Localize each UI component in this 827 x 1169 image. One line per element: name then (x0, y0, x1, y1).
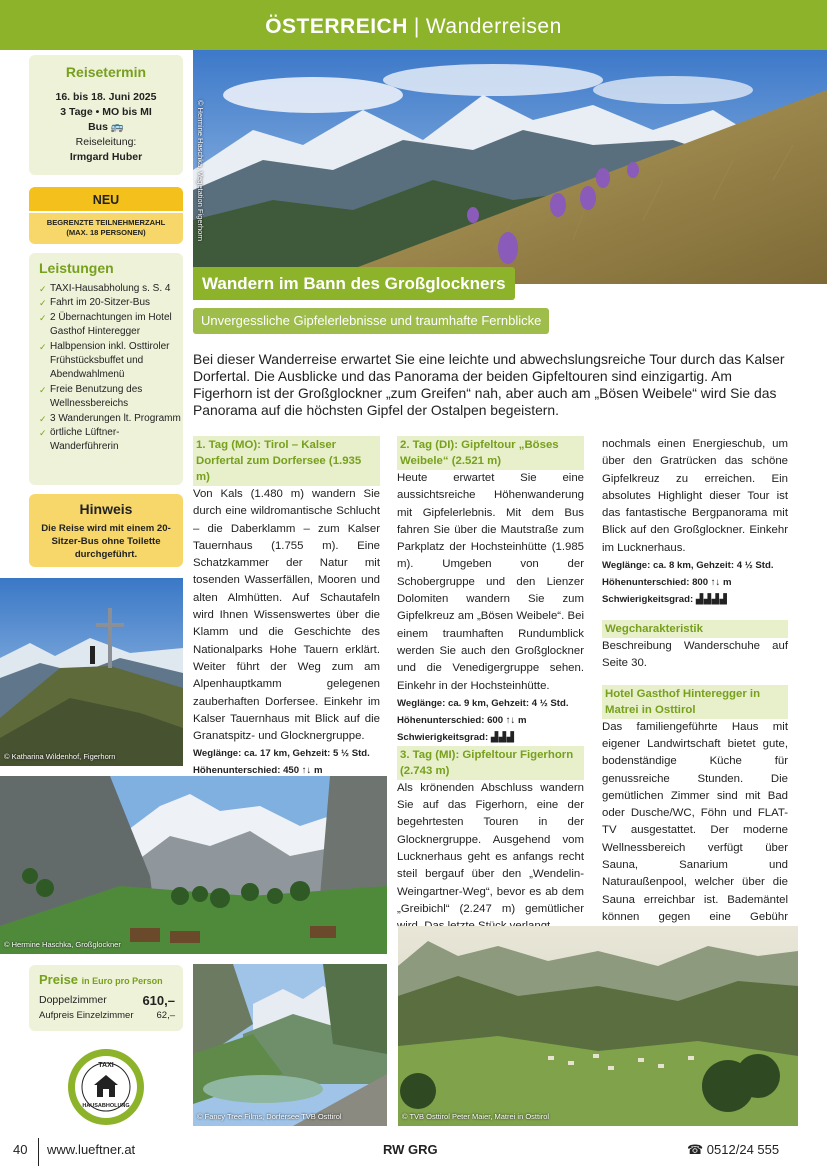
page-header (0, 0, 827, 50)
hotel-title: Hotel Gasthof Hinteregger in Matrei in Osttirol (602, 685, 788, 719)
reisetermin-guide-label: Reiseleitung: (75, 136, 137, 148)
reisetermin-title: Reisetermin (65, 64, 147, 80)
preise-subtitle: in Euro pro Person (81, 976, 163, 986)
photo-caption: © Hermine Haschka, Großglockner (4, 940, 121, 949)
difficulty-label: Schwierigkeitsgrad: (397, 731, 489, 743)
day3-title: 3. Tag (MI): Gipfeltour Figerhorn (2.743 m) (397, 746, 584, 780)
day3-text-part2: nochmals einen Energieschub, um über den Gratrücken das schöne Gipfelkreuz zu erreichen. Ein absolutes Highlight dieser Tour ist das fantastische Bergpanorama mit Blick auf den Großglockner. Einkehr im Lucknerhaus. (602, 438, 788, 554)
photo-caption: © Katharina Wildenhof, Figerhorn (4, 752, 116, 761)
main-headline: Wandern im Bann des Großglockners (193, 267, 515, 300)
footer-phone: ☎ 0512/24 555 (687, 1142, 780, 1157)
photo-figerhorn-cross (0, 578, 183, 766)
photo-grossglockner (0, 776, 387, 954)
main-photo-alpine-meadow (193, 50, 827, 284)
footer-url-link[interactable]: www.lueftner.at (47, 1142, 136, 1157)
price-label: Doppelzimmer (39, 994, 107, 1006)
limited-participants-line1: BEGRENZTE TEILNEHMERZAHL (46, 218, 166, 227)
leistungen-title: Leistungen (39, 260, 114, 276)
preise-title: Preise (39, 972, 79, 987)
photo-caption: © TVB Osttirol Peter Maier, Matrei in Osttirol (402, 1112, 550, 1121)
reisetermin-box (29, 55, 183, 175)
leistungen-item: ✓ Freie Benutzung des Wellnessbereichs (39, 383, 183, 412)
header-category: Wanderreisen (425, 15, 562, 38)
header-separator: | (413, 15, 420, 38)
leistungen-list (39, 282, 183, 455)
day1-text: Von Kals (1.480 m) wandern Sie durch eine wildromantische Schlucht – die Daberklamm – zum Kalser Tauernhaus (1.755 m). Eine Schatzkammer der Natur mit tosenden Wasserfällen, Mooren und alten Almhütten. Auf Schautafeln wird Ihnen Wissenswertes über die Klamm und die Geschichte des Nationalparks Hohe Tauern erklärt. Weiter führt der Weg zum am Alpenhauptkamm gelegenen zauberhaften Dorfersee. Einkehr im Kalser Tauernhaus mit Blick auf die Granatspitz- und Glocknergruppe. (193, 488, 380, 743)
header-country: ÖSTERREICH (265, 15, 408, 38)
price-row (39, 993, 175, 1008)
boot-icon: ▟▟▟ (490, 731, 515, 743)
day3-text-part1: Als krönenden Abschluss wandern Sie auf das Figerhorn, eine der begehrtesten Touren in der Glocknergruppe. Ausgehend vom Lucknerhaus geht es anfangs recht steil bergauf über den „Wendelin-Weingartner-Weg“, bevor es ab dem „Greibichl“ (2.247 m) gemütlicher (397, 781, 584, 915)
day2-elevation: Höhenunterschied: 600 ↑↓ m (397, 714, 527, 726)
page-number: 40 (13, 1142, 28, 1157)
leistungen-box (29, 253, 183, 485)
reisetermin-transport: Bus 🚌 (88, 121, 124, 133)
day3-distance: Weglänge: ca. 8 km, Gehzeit: 4 ½ Std. (602, 560, 774, 572)
day2-distance: Weglänge: ca. 9 km, Gehzeit: 4 ½ Std. (397, 697, 569, 709)
leistungen-item: ✓ 3 Wanderungen lt. Programm (39, 412, 183, 426)
day1-title: 1. Tag (MO): Tirol – Kalser Dorfertal zum Dorfersee (1.935 m) (193, 436, 380, 486)
photo-dorfersee (193, 964, 387, 1126)
preise-box (29, 965, 183, 1031)
day1-elevation: Höhenunterschied: 450 ↑↓ m (193, 765, 323, 777)
wegcharakteristik-title: Wegcharakteristik (602, 620, 788, 638)
day2-title: 2. Tag (DI): Gipfeltour „Böses Weibele“ (2.521 m) (397, 436, 584, 470)
wegcharakteristik-text: Beschreibung Wanderschuhe auf Seite 30. (602, 640, 788, 670)
photo-matrei-valley (398, 926, 798, 1126)
sub-headline: Unvergessliche Gipfelerlebnisse und traumhafte Fernblicke (193, 308, 549, 334)
trip-code: RW GRG (383, 1142, 438, 1157)
photo-caption: © Fancy Tree Films, Dorfersee TVB Osttirol (197, 1112, 342, 1121)
leistungen-item: ✓ örtliche Lüftner-Wanderführerin (39, 426, 183, 455)
day2-column (397, 436, 584, 936)
taxi-badge-bottom: HAUSABHOLUNG (82, 1103, 130, 1109)
limited-participants-note (29, 213, 183, 244)
day1-column (193, 436, 380, 796)
limited-participants-line2: (MAX. 18 PERSONEN) (66, 228, 146, 237)
reisetermin-date: 16. bis 18. Juni 2025 (55, 91, 157, 103)
day3-elevation: Höhenunterschied: 800 ↑↓ m (602, 577, 732, 589)
footer-divider (38, 1138, 39, 1166)
taxi-badge-top: TAXI (98, 1062, 114, 1069)
price-row (39, 1008, 175, 1023)
leistungen-item: ✓ TAXI-Hausabholung s. S. 4 (39, 282, 183, 296)
day3-difficulty (602, 591, 788, 608)
price-label: Aufpreis Einzelzimmer (39, 1010, 134, 1021)
hotel-text: Das familiengeführte Haus mit eigener Landwirtschaft bietet gute, bodenständige Küche für genussreiche Stunden. Die gemütlichen Zimmer sind mit Bad oder Dusche/WC, Föhn und FLAT-TV ausgestattet. Der moderne Wellnessbereich verfügt über Sauna, Sanarium und Naturaußenpool, welcher über die Sauna erreichbar ist. Bademäntel können gegen eine Gebühr (602, 720, 788, 923)
new-badge: NEU (29, 187, 183, 211)
difficulty-label: Schwierigkeitsgrad: (602, 594, 694, 606)
price-value: 62,– (156, 1010, 175, 1021)
taxi-hausabholung-badge (67, 1048, 145, 1126)
taxi-house-icon (67, 1048, 145, 1126)
leistungen-item: ✓ Halbpension inkl. Osttiroler Frühstücksbuffet und Abendwahlmenü (39, 340, 183, 383)
hinweis-box (29, 494, 183, 567)
reisetermin-days: 3 Tage • MO bis MI (60, 106, 152, 118)
page-footer (0, 1136, 827, 1169)
hinweis-text: Die Reise wird mit einem 20-Sitzer-Bus ohne Toilette durchgeführt. (41, 523, 171, 560)
boot-icon: ▟▟▟▟ (695, 594, 728, 606)
reisetermin-guide: Irmgard Huber (69, 151, 143, 163)
photo-caption: © Hermine Haschka, Vegetation Figerhorn (196, 100, 205, 242)
price-value: 610,– (142, 993, 175, 1008)
day2-difficulty (397, 729, 584, 746)
right-column (602, 436, 788, 944)
preise-title-row (39, 972, 175, 987)
leistungen-item: ✓ 2 Übernachtungen im Hotel Gasthof Hinteregger (39, 311, 183, 340)
leistungen-item: ✓ Fahrt im 20-Sitzer-Bus (39, 296, 183, 310)
intro-paragraph: Bei dieser Wanderreise erwartet Sie eine leichte und abwechslungsreiche Tour durch das Kalser Dorfertal. Die Ausblicke und das Panorama der beiden Gipfeltouren sind einzigartig. Am Figerhorn ist der Großglockner „zum Greifen“ nah, aber auch am „Bösen Weibele“ wird Sie das Panorama auf die höchsten Gipfel der Ostalpen begeistern. (193, 351, 785, 418)
day1-distance: Weglänge: ca. 17 km, Gehzeit: 5 ½ Std. (193, 748, 370, 760)
day2-text: Heute erwartet Sie eine aussichtsreiche Höhenwanderung mit Gipfelerlebnis. Mit dem Bus fahren Sie über die Mautstraße zum Parkplatz der Hochsteinhütte (1.985 m). Umgeben von der Schobergruppe und den Lienzer Dolomiten wandern Sie zum Gipfelkreuz am „Bösen Weibele“. Bei einem traumhaften Rundumblick werden Sie auch den Großglockner und die Venedigergruppe sehen. Einkehr in der Hochsteinhütte. (397, 472, 584, 692)
hinweis-title: Hinweis (79, 501, 133, 517)
